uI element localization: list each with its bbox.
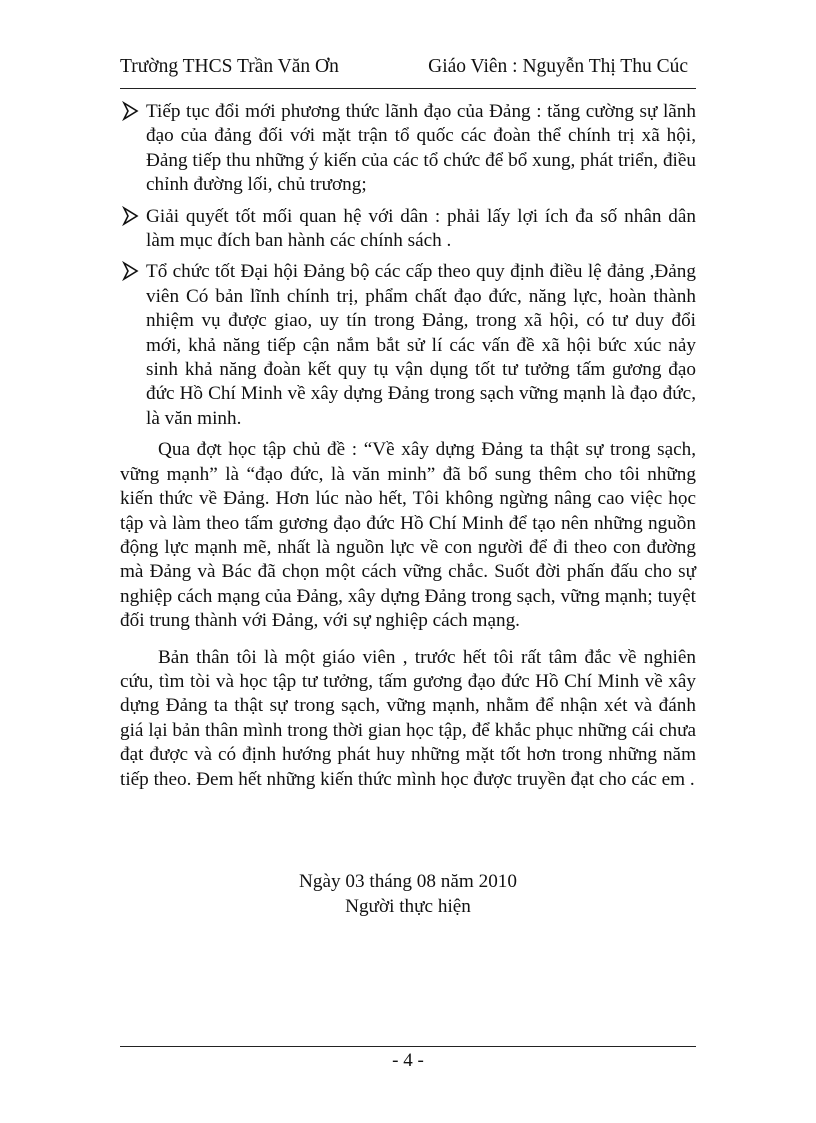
- bullet-text: Tiếp tục đổi mới phương thức lãnh đạo của Đảng : tăng cường sự lãnh đạo của đảng đối với mặt trận tổ quốc các đoàn thể chính trị xã hội, Đảng tiếp thu những ý kiến của các tổ chức để bổ xung, phát triển, điều chỉnh đường lối, chủ trương;: [146, 101, 696, 196]
- body-paragraph: Qua đợt học tập chủ đề : “Về xây dựng Đảng ta thật sự trong sạch, vững mạnh” là “đạo đức, là văn minh” đã bổ sung thêm cho tôi những kiến thức về Đảng. Hơn lúc nào hết, Tôi không ngừng nâng cao việc học tập và làm theo tấm gương đạo đức Hồ Chí Minh để tạo nên những nguồn động lực mạnh mẽ, nhất là nguồn lực về con người để đi theo con đường mà Đảng và Bác đã chọn một cách vững chắc. Suốt đời phấn đấu cho sự nghiệp cách mạng của Đảng, xây dựng Đảng trong sạch, vững mạnh; tuyệt đối trung thành với Đảng, với sự nghiệp cách mạng.: [120, 439, 696, 632]
- arrow-bullet-icon: [120, 101, 140, 121]
- bullet-item: [120, 260, 696, 431]
- bullet-item: [120, 205, 696, 254]
- body-paragraph: Bản thân tôi là một giáo viên , trước hết tôi rất tâm đắc về nghiên cứu, tìm tòi và học tập tư tưởng, tấm gương đạo đức Hồ Chí Minh về xây dựng Đảng ta thật sự trong sạch, vững mạnh, nhằm để nhận xét và đánh giá lại bản thân mình trong thời gian học tập, để khắc phục những cái chưa đạt được và có định hướng phát huy những mặt tốt hơn trong những năm tiếp theo. Đem hết những kiến thức mình học được truyền đạt cho các em .: [120, 646, 696, 790]
- footer-divider: [120, 1046, 696, 1047]
- signature-date: Ngày 03 tháng 08 năm 2010: [299, 871, 517, 892]
- page-header: [120, 52, 696, 82]
- header-divider: [120, 88, 696, 89]
- signature-role: Người thực hiện: [345, 896, 471, 917]
- bullet-text: Giải quyết tốt mối quan hệ với dân : phải lấy lợi ích đa số nhân dân làm mục đích ban hành các chính sách .: [146, 205, 696, 252]
- page-number: - 4 -: [392, 1050, 424, 1071]
- school-name: Trường THCS Trần Văn Ơn: [120, 56, 339, 77]
- document-body: [120, 100, 696, 804]
- bullet-text: Tổ chức tốt Đại hội Đảng bộ các cấp theo quy định điều lệ đảng ,Đảng viên Có bản lĩnh chính trị, phẩm chất đạo đức, năng lực, hoàn thành nhiệm vụ được giao, uy tín trong Đảng, trong xã hội, có tư duy đổi mới, khả năng tiếp cận nắm bắt sử lí các vấn đề xã hội bức xúc nảy sinh khả năng đoàn kết quy tụ vận dụng tốt tư tưởng tấm gương đạo đức Hồ Chí Minh về xây dựng Đảng trong sạch vững mạnh là đạo đức, là văn minh.: [146, 261, 696, 429]
- teacher-name: Giáo Viên : Nguyễn Thị Thu Cúc: [428, 56, 688, 77]
- arrow-bullet-icon: [120, 261, 140, 281]
- bullet-item: [120, 100, 696, 198]
- arrow-bullet-icon: [120, 206, 140, 226]
